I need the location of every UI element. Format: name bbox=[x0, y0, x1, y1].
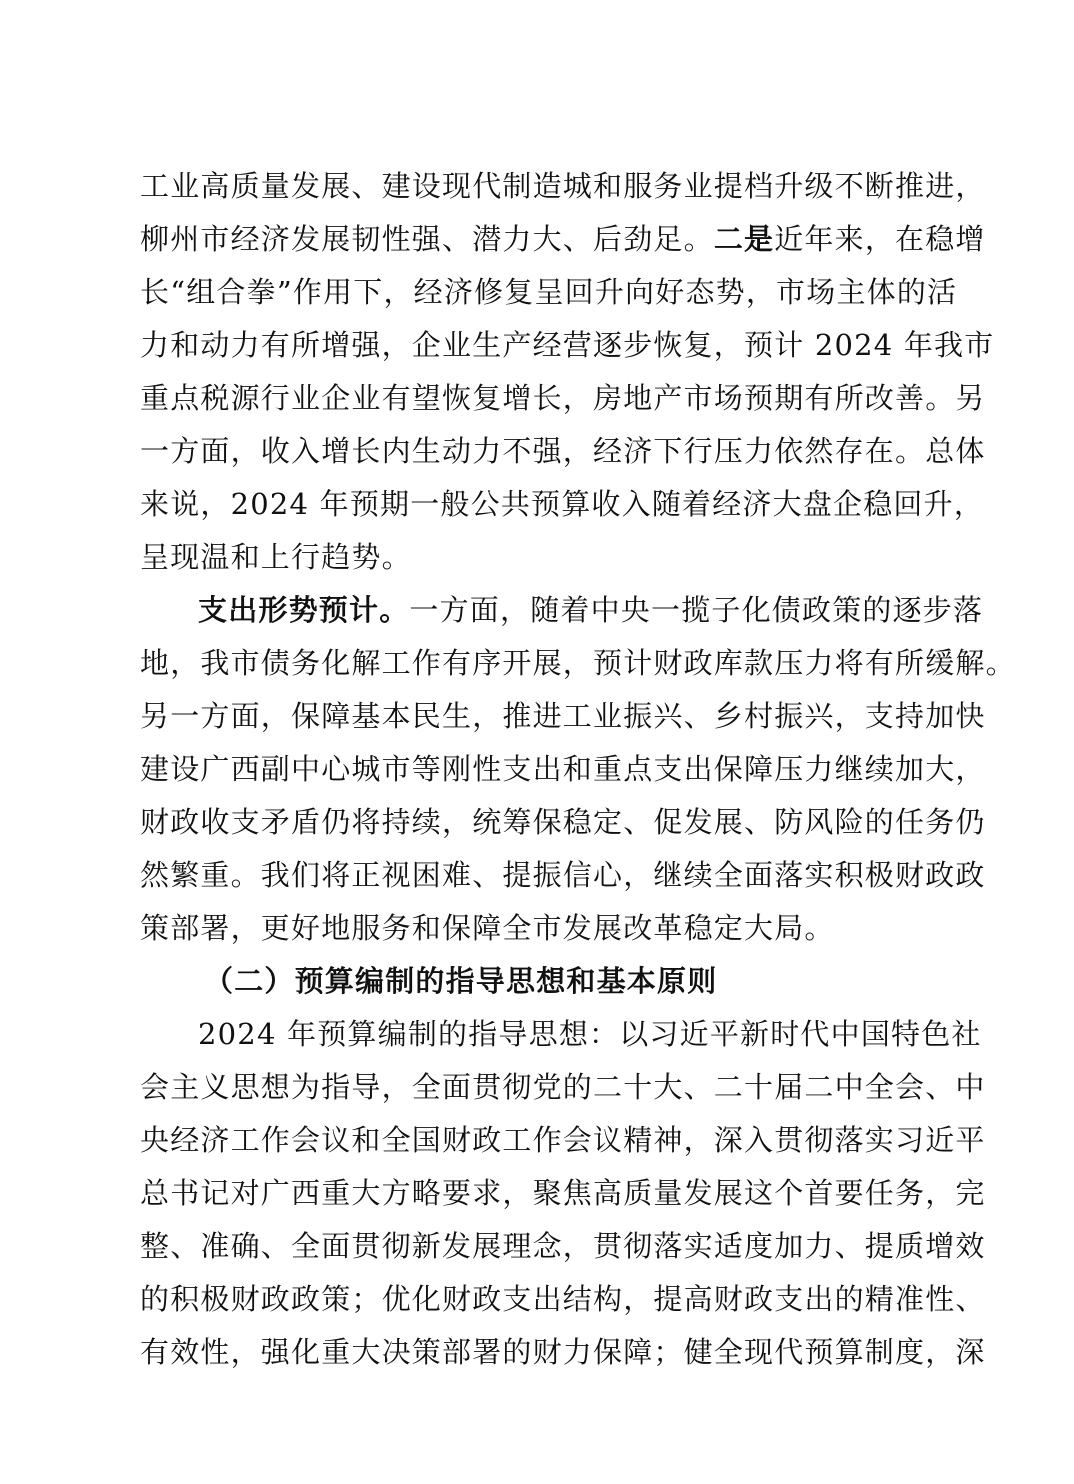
text-line: 总书记对广西重大方略要求，聚焦高质量发展这个首要任务，完 bbox=[140, 1176, 986, 1210]
text-line: 一方面，收入增长内生动力不强，经济下行压力依然存在。总体 bbox=[140, 434, 986, 468]
text-line: 然繁重。我们将正视困难、提振信心，继续全面落实积极财政政 bbox=[140, 858, 986, 892]
text-line: 长“组合拳”作用下，经济修复呈回升向好态势，市场主体的活 bbox=[140, 275, 958, 309]
text-line: 来说，2024 年预期一般公共预算收入随着经济大盘企稳回升， bbox=[140, 487, 985, 521]
text-run: 柳州市经济发展韧性强、潜力大、后劲足。 bbox=[140, 222, 714, 256]
text-run: 近年来，在稳增 bbox=[774, 222, 986, 256]
text-line: 地，我市债务化解工作有序开展，预计财政库款压力将有所缓解。 bbox=[140, 646, 1016, 680]
text-run: 一方面，随着中央一揽子化债政策的逐步落 bbox=[409, 593, 984, 627]
text-line bbox=[140, 584, 984, 637]
text-line: 有效性，强化重大决策部署的财力保障；健全现代预算制度，深 bbox=[140, 1335, 986, 1369]
text-line: 会主义思想为指导，全面贯彻党的二十大、二十届二中全会、中 bbox=[140, 1070, 986, 1104]
bold-label-second: 二是 bbox=[713, 222, 775, 256]
text-line: 呈现温和上行趋势。 bbox=[140, 540, 412, 574]
text-line: 建设广西副中心城市等刚性支出和重点支出保障压力继续加大， bbox=[140, 752, 986, 786]
bold-label-expenditure: 支出形势预计。 bbox=[198, 593, 410, 627]
section-heading: （二）预算编制的指导思想和基本原则 bbox=[204, 964, 718, 998]
text-line: 的积极财政政策；优化财政支出结构，提高财政支出的精准性、 bbox=[140, 1282, 986, 1316]
text-line: 另一方面，保障基本民生，推进工业振兴、乡村振兴，支持加快 bbox=[140, 699, 986, 733]
text-line: 重点税源行业企业有望恢复增长，房地产市场预期有所改善。另 bbox=[140, 381, 986, 415]
text-line: 央经济工作会议和全国财政工作会议精神，深入贯彻落实习近平 bbox=[140, 1123, 986, 1157]
text-line: 整、准确、全面贯彻新发展理念，贯彻落实适度加力、提质增效 bbox=[140, 1229, 986, 1263]
text-line: 财政收支矛盾仍将持续，统筹保稳定、促发展、防风险的任务仍 bbox=[140, 805, 986, 839]
text-line: 2024 年预算编制的指导思想：以习近平新时代中国特色社 bbox=[198, 1017, 982, 1051]
paragraph-expenditure-outlook bbox=[140, 584, 1016, 955]
text-line bbox=[140, 213, 986, 266]
paragraph-revenue-outlook bbox=[140, 160, 995, 584]
text-line: 工业高质量发展、建设现代制造城和服务业提档升级不断推进， bbox=[140, 169, 986, 203]
text-line: 策部署，更好地服务和保障全市发展改革稳定大局。 bbox=[140, 911, 835, 945]
text-line: 力和动力有所增强，企业生产经营逐步恢复，预计 2024 年我市 bbox=[140, 328, 995, 362]
document-body bbox=[140, 160, 1016, 1379]
paragraph-guiding-ideology bbox=[140, 1008, 986, 1379]
